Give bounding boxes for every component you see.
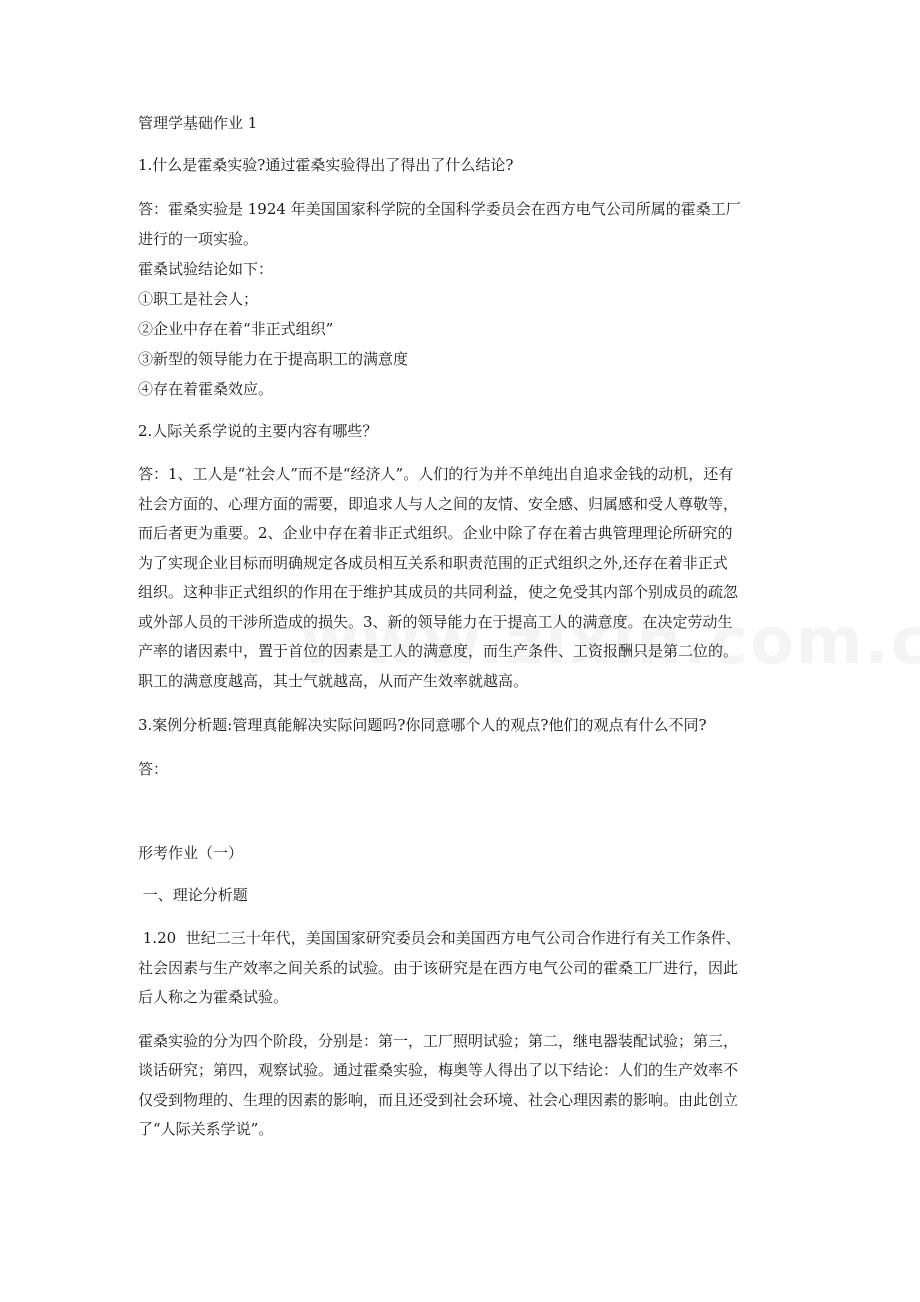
q2-answer-line: 而后者更为重要。2、企业中存在着非正式组织。企业中除了存在着古典管理理论所研究的 [138,524,733,542]
paragraph-line: 社会因素与生产效率之间关系的试验。由于该研究是在西方电气公司的霍桑工厂进行，因此 [138,958,739,977]
q2-answer-line: 答：1、工人是“社会人”而不是“经济人”。人们的行为并不单纯出自追求金钱的动机，还有 [138,465,734,483]
paragraph-line: 了“人际关系学说”。 [138,1120,274,1138]
q1-answer-line: 进行的一项实验。 [138,230,259,248]
q2-answer-line: 产率的诸因素中，置于首位的因素是工人的满意度，而生产条件、工资报酬只是第二位的。 [138,642,739,660]
q1-list-item: ④存在着霍桑效应。 [138,380,274,398]
q2-answer-line: 职工的满意度越高，其士气就越高，从而产生效率就越高。 [138,671,529,690]
q3-answer: 答： [138,760,169,778]
section-2-subtitle: 一、理论分析题 [138,886,248,904]
q2-answer-line: 组织。这种非正式组织的作用在于维护其成员的共同利益，使之免受其内部个别成员的疏忽 [138,583,739,601]
q2-answer-line: 为了实现企业目标而明确规定各成员相互关系和职责范围的正式组织之外,还存在着非正式 [138,553,728,572]
paragraph-line: 后人称之为霍桑试验。 [138,988,289,1006]
q2-answer-line: 社会方面的、心理方面的需要，即追求人与人之间的友情、安全感、归属感和受人尊敬等， [138,494,739,513]
q2-answer [138,460,798,696]
q1-conclusion-intro: 霍桑试验结论如下： [138,260,274,278]
paragraph-line: 霍桑实验的分为四个阶段，分别是：第一，工厂照明试验；第二，继电器装配试验；第三， [138,1031,739,1050]
section-2-paragraph-1 [138,924,798,1013]
q1-list-item: ③新型的领导能力在于提高职工的满意度 [138,350,409,368]
paragraph-line: 谈话研究；第四，观察试验。通过霍桑实验，梅奥等人得出了以下结论：人们的生产效率不 [138,1061,739,1079]
paragraph-line: 仅受到物理的、生理的因素的影响，而且还受到社会环境、社会心理因素的影响。由此创立 [138,1090,739,1109]
q2-answer-line: 或外部人员的干涉所造成的损失。3、新的领导能力在于提高工人的满意度。在决定劳动生 [138,612,733,631]
document-title: 管理学基础作业 1 [138,114,258,132]
question-2: 2.人际关系学说的主要内容有哪些？ [138,422,378,440]
section-2-title: 形考作业（一） [138,844,244,862]
document-page [138,108,798,1145]
question-1: 1.什么是霍桑实验?通过霍桑实验得出了得出了什么结论? [138,156,514,174]
q1-answer-line: 答：霍桑实验是 1924 年美国国家科学院的全国科学委员会在西方电气公司所属的霍桑工厂 [138,200,741,218]
q1-list-item: ①职工是社会人； [138,290,259,308]
q1-list-item: ②企业中存在着“非正式组织” [138,320,334,338]
section-2-paragraph-2 [138,1027,798,1145]
question-3: 3.案例分析题:管理真能解决实际问题吗?你同意哪个人的观点?他们的观点有什么不同? [138,716,707,734]
paragraph-line: 1.20 世纪二三十年代，美国国家研究委员会和美国西方电气公司合作进行有关工作条件、 [138,929,741,947]
